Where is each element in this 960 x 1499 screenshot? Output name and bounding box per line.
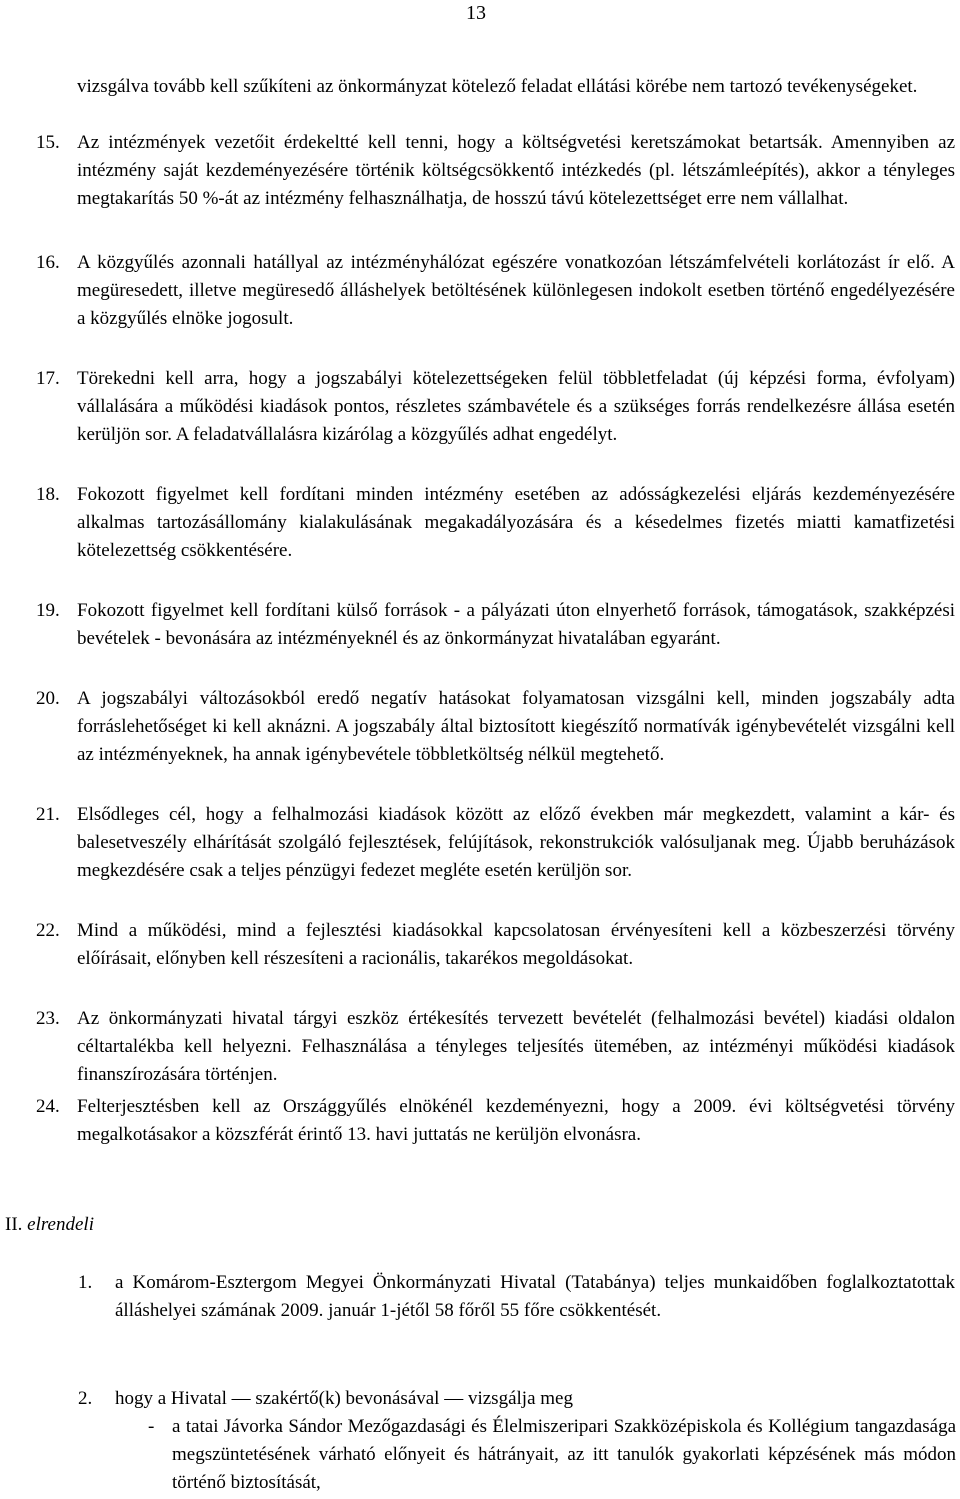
item-number: 23. <box>36 1008 60 1029</box>
item-text: Fokozott figyelmet kell fordítani minden intézmény esetében az adósságkezelési eljárás kezdeményezésére alkalmas tartozásállomány kialakulásának megakadályozására és a késedelmes fizetés miatti kamatfizetési kötelezettség csökkentésére. <box>77 484 955 561</box>
item-number: 19. <box>36 600 60 621</box>
item-text: Mind a működési, mind a fejlesztési kiadásokkal kapcsolatosan érvényesíteni kell a közbeszerzési törvény előírásait, előnyben kell részesíteni a racionális, takarékos megoldásokat. <box>77 920 955 969</box>
item-number: 17. <box>36 368 60 389</box>
item-number: 24. <box>36 1096 60 1117</box>
item-text: A jogszabályi változásokból eredő negatív hatásokat folyamatosan vizsgálni kell, minden jogszabály adta forráslehetőséget ki kell aknázni. A jogszabály által biztosított kiegészítő normatívák igénybevételét vizsgálni kell az intézményeknek, ha annak igénybevétele többletköltség nélkül megtehető. <box>77 688 955 765</box>
sub-item-number: 1. <box>78 1272 93 1293</box>
item-number: 21. <box>36 804 60 825</box>
item-number: 16. <box>36 252 60 273</box>
item-text: Elsődleges cél, hogy a felhalmozási kiadások között az előző években már megkezdett, valamint a kár- és balesetveszély elhárítását szolgáló fejlesztések, felújítások, rekonstrukciók valósuljanak meg. Újabb beruházások megkezdésére csak a teljes pénzügyi fedezet megléte esetén kerüljön sor. <box>77 804 955 881</box>
item-text: A közgyűlés azonnali hatállyal az intézményhálózat egészére vonatkozóan létszámfelvételi korlátozást ír elő. A megüresedett, illetve megüresedő álláshelyek betöltésének különlegesen indokolt esetben történő engedélyezésére a közgyűlés elnöke jogosult. <box>77 252 955 329</box>
item-number: 22. <box>36 920 60 941</box>
page-number: 13 <box>466 2 486 24</box>
item-number: 20. <box>36 688 60 709</box>
section-roman-numeral: II. <box>5 1214 23 1235</box>
sub-item-text: a Komárom-Esztergom Megyei Önkormányzati Hivatal (Tatabánya) teljes munkaidőben foglalkoztatottak álláshelyei számának 2009. január 1-jétől 58 főről 55 főre csökkentését. <box>115 1272 955 1321</box>
item-text: Az intézmények vezetőit érdekeltté kell tenni, hogy a költségvetési keretszámokat betartsák. Amennyiben az intézmény saját kezdeményezésére történik költségcsökkentő intézkedés (pl. létszámleépítés), akkor a tényleges megtakarítás 50 %-át az intézmény felhasználhatja, de hosszú távú kötelezettséget erre nem vállalhat. <box>77 132 955 209</box>
dash-item-text: a tatai Jávorka Sándor Mezőgazdasági és Élelmiszeripari Szakközépiskola és Kollégium tangazdasága megszüntetésének várható előnyeit és hátrányait, az itt tanulók gyakorlati képzésének más módon történő biztosítását, <box>172 1416 956 1493</box>
section-heading <box>5 1211 94 1239</box>
item-text: Felterjesztésben kell az Országgyűlés elnökénél kezdeményezni, hogy a 2009. évi költségvetési törvény megalkotásakor a közszférát érintő 13. havi juttatás ne kerüljön elvonásra. <box>77 1096 955 1145</box>
dash-bullet: - <box>148 1416 155 1437</box>
item-text: Fokozott figyelmet kell fordítani külső források - a pályázati úton elnyerhető források, támogatások, szakképzési bevételek - bevonására az intézményeknél és az önkormányzat hivatalában egyaránt. <box>77 600 955 649</box>
intro-paragraph: vizsgálva tovább kell szűkíteni az önkormányzat kötelező feladat ellátási körébe nem tartozó tevékenységeket. <box>77 76 918 97</box>
sub-item-number: 2. <box>78 1388 93 1409</box>
section-label: elrendeli <box>27 1214 94 1235</box>
item-number: 15. <box>36 132 60 153</box>
item-text: Az önkormányzati hivatal tárgyi eszköz értékesítés tervezett bevételét (felhalmozási bevétel) kiadási oldalon céltartalékba kell helyezni. Felhasználása a tényleges teljesítés ütemében, az intézményi működési kiadások finanszírozására történjen. <box>77 1008 955 1085</box>
sub-item-text: hogy a Hivatal — szakértő(k) bevonásával — vizsgálja meg <box>115 1388 573 1409</box>
item-text: Törekedni kell arra, hogy a jogszabályi kötelezettségeken felül többletfeladat (új képzési forma, évfolyam) vállalására a működési kiadások pontos, részletes számbavétele és a szükséges forrás rendelkezésre állása esetén kerüljön sor. A feladatvállalásra kizárólag a közgyűlés adhat engedélyt. <box>77 368 955 445</box>
item-number: 18. <box>36 484 60 505</box>
